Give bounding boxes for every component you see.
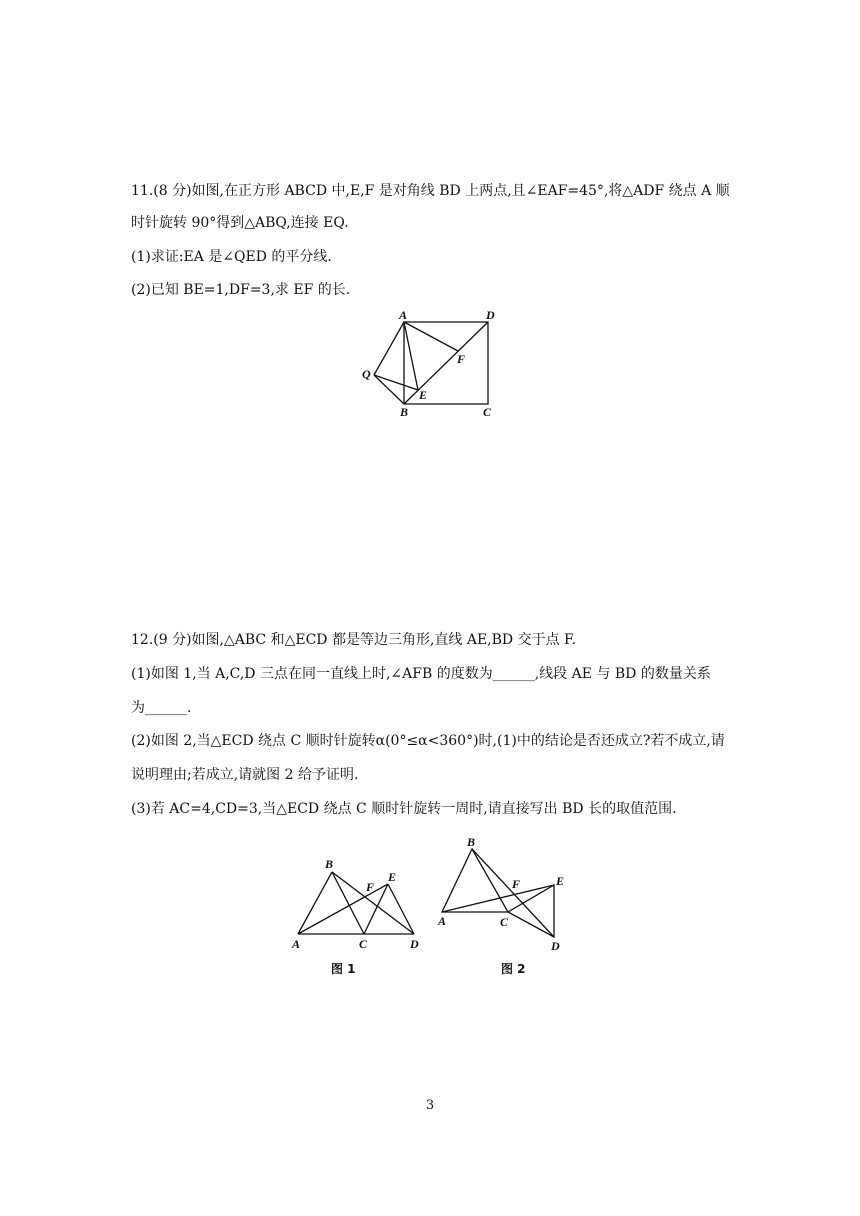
label-a: A	[292, 937, 301, 951]
segment-ae	[442, 885, 554, 912]
page-number: 3	[425, 1098, 435, 1113]
label-f: F	[457, 352, 466, 366]
segment-qb	[374, 375, 404, 404]
q12-part-1-b: 为______.	[131, 700, 192, 716]
q12-figure-2	[432, 833, 572, 955]
segment-bc	[332, 872, 364, 934]
label-c: C	[500, 915, 509, 929]
q12-part-1-a: (1)如图 1,当 A,C,D 三点在同一直线上时,∠AFB 的度数为______,线段 AE 与 BD 的数量关系	[131, 666, 711, 682]
figure-1-caption: 图 1	[331, 962, 356, 976]
q12-part-3: (3)若 AC=4,CD=3,当△ECD 绕点 C 顺时针旋转一周时,请直接写出 BD 长的取值范围.	[131, 801, 677, 817]
label-a: A	[399, 308, 408, 322]
q11-figure	[360, 308, 510, 420]
triangle-abc	[442, 849, 508, 912]
segment-ed	[388, 884, 414, 934]
segment-bd	[472, 849, 554, 937]
label-f: F	[512, 877, 521, 891]
q12-line-1: 12.(9 分)如图,△ABC 和△ECD 都是等边三角形,直线 AE,BD 交于点 F.	[131, 632, 577, 648]
label-c: C	[483, 405, 492, 419]
segment-aq	[374, 322, 404, 375]
label-f: F	[366, 880, 375, 894]
diagonal-bd	[404, 322, 488, 404]
figure-2-caption: 图 2	[501, 962, 526, 976]
label-e: E	[556, 874, 565, 888]
label-e: E	[388, 870, 397, 884]
label-q: Q	[362, 367, 371, 381]
segment-ae	[404, 322, 418, 390]
q12-part-2-a: (2)如图 2,当△ECD 绕点 C 顺时针旋转α(0°≤α<360°)时,(1)中的结论是否还成立?若不成立,请	[131, 733, 725, 749]
q11-line-2: 时针旋转 90°得到△ABQ,连接 EQ.	[131, 215, 349, 231]
label-a: A	[438, 914, 447, 928]
q11-line-1: 11.(8 分)如图,在正方形 ABCD 中,E,F 是对角线 BD 上两点,且∠EAF=45°,将△ADF 绕点 A 顺	[131, 183, 730, 199]
label-c: C	[359, 937, 368, 951]
label-e: E	[419, 388, 428, 402]
label-d: D	[486, 308, 495, 322]
q12-part-2-b: 说明理由;若成立,请就图 2 给予证明.	[131, 767, 359, 783]
q12-figure-1	[290, 856, 430, 954]
label-d: D	[551, 939, 560, 953]
label-b: B	[400, 405, 409, 419]
q11-part-2: (2)已知 BE=1,DF=3,求 EF 的长.	[131, 282, 351, 298]
label-b: B	[467, 835, 476, 849]
label-d: D	[410, 937, 419, 951]
q11-part-1: (1)求证:EA 是∠QED 的平分线.	[131, 249, 332, 265]
segment-af	[404, 322, 458, 351]
label-b: B	[325, 857, 334, 871]
segment-qe	[374, 375, 418, 390]
